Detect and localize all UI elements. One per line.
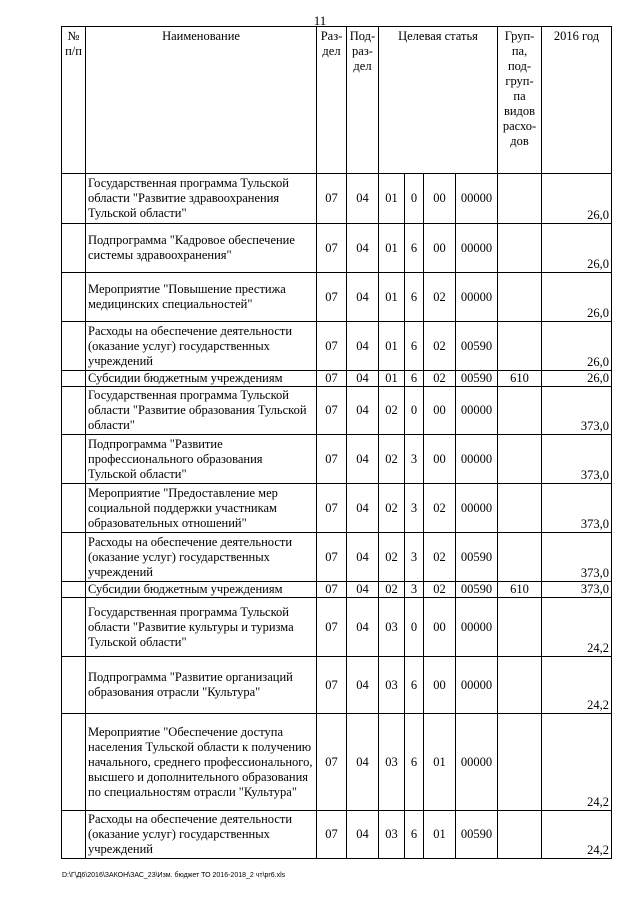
- row-group-cell: [498, 224, 542, 273]
- row-name-cell: Расходы на обеспечение деятельности (оказание услуг) государственных учреждений: [86, 811, 317, 859]
- row-target-2-cell: 6: [405, 322, 424, 371]
- row-num-cell: [62, 533, 86, 582]
- row-target-4-cell: 00000: [456, 224, 498, 273]
- row-value-cell: 26,0: [542, 174, 612, 224]
- header-name: Наименование: [86, 27, 317, 174]
- header-year: 2016 год: [542, 27, 612, 174]
- row-group-cell: [498, 484, 542, 533]
- row-target-1-cell: 02: [379, 533, 405, 582]
- row-target-1-cell: 01: [379, 174, 405, 224]
- row-target-4-cell: 00000: [456, 174, 498, 224]
- row-target-2-cell: 6: [405, 811, 424, 859]
- row-name-cell: Мероприятие "Предоставление мер социальной поддержки участникам образовательных отношений": [86, 484, 317, 533]
- row-group-cell: [498, 435, 542, 484]
- row-target-4-cell: 00590: [456, 371, 498, 387]
- row-razdel-cell: 07: [317, 322, 347, 371]
- row-target-4-cell: 00590: [456, 322, 498, 371]
- row-name-cell: Мероприятие "Повышение престижа медицинских специальностей": [86, 273, 317, 322]
- header-razdel: Раз-дел: [317, 27, 347, 174]
- row-target-4-cell: 00000: [456, 657, 498, 714]
- row-num-cell: [62, 322, 86, 371]
- row-group-cell: 610: [498, 371, 542, 387]
- row-name-cell: Государственная программа Тульской области "Развитие здравоохранения Тульской области": [86, 174, 317, 224]
- row-target-2-cell: 3: [405, 484, 424, 533]
- row-value-cell: 373,0: [542, 484, 612, 533]
- row-group-cell: [498, 714, 542, 811]
- row-target-1-cell: 03: [379, 657, 405, 714]
- row-target-3-cell: 00: [424, 435, 456, 484]
- table-row: [62, 224, 612, 273]
- row-target-3-cell: 01: [424, 714, 456, 811]
- row-razdel-cell: 07: [317, 174, 347, 224]
- row-name-cell: Мероприятие "Обеспечение доступа населения Тульской области к получению начального, среднего профессионального, высшего и дополнительного образования по специальностям отрасли "Культура": [86, 714, 317, 811]
- table-row: [62, 322, 612, 371]
- row-target-1-cell: 02: [379, 582, 405, 598]
- row-target-1-cell: 03: [379, 598, 405, 657]
- row-razdel-cell: 07: [317, 657, 347, 714]
- row-num-cell: [62, 714, 86, 811]
- row-value-cell: 26,0: [542, 273, 612, 322]
- row-target-2-cell: 6: [405, 657, 424, 714]
- row-podrazdel-cell: 04: [347, 224, 379, 273]
- row-value-cell: 373,0: [542, 435, 612, 484]
- row-podrazdel-cell: 04: [347, 811, 379, 859]
- row-target-1-cell: 02: [379, 387, 405, 435]
- row-target-3-cell: 00: [424, 598, 456, 657]
- table-row: [62, 657, 612, 714]
- file-path-footer: D:\Г\Д6\2016\ЗАКОН\ЗАС_23\Изм. бюджет ТО 2016-2018_2 чт\pr6.xls: [62, 872, 286, 879]
- row-podrazdel-cell: 04: [347, 387, 379, 435]
- row-podrazdel-cell: 04: [347, 484, 379, 533]
- row-name-cell: Государственная программа Тульской области "Развитие образования Тульской области": [86, 387, 317, 435]
- budget-table: [61, 26, 612, 859]
- row-target-1-cell: 01: [379, 371, 405, 387]
- row-razdel-cell: 07: [317, 598, 347, 657]
- row-target-3-cell: 02: [424, 533, 456, 582]
- row-num-cell: [62, 387, 86, 435]
- row-num-cell: [62, 371, 86, 387]
- row-razdel-cell: 07: [317, 387, 347, 435]
- row-target-3-cell: 00: [424, 657, 456, 714]
- row-target-4-cell: 00590: [456, 582, 498, 598]
- row-target-1-cell: 02: [379, 435, 405, 484]
- row-num-cell: [62, 273, 86, 322]
- row-podrazdel-cell: 04: [347, 435, 379, 484]
- row-num-cell: [62, 582, 86, 598]
- header-target: Целевая статья: [379, 27, 498, 174]
- row-name-cell: Государственная программа Тульской области "Развитие культуры и туризма Тульской области": [86, 598, 317, 657]
- row-podrazdel-cell: 04: [347, 714, 379, 811]
- table-row: [62, 582, 612, 598]
- row-num-cell: [62, 811, 86, 859]
- row-target-2-cell: 3: [405, 582, 424, 598]
- row-target-2-cell: 3: [405, 435, 424, 484]
- row-target-3-cell: 01: [424, 811, 456, 859]
- row-target-3-cell: 02: [424, 371, 456, 387]
- row-target-2-cell: 6: [405, 224, 424, 273]
- row-razdel-cell: 07: [317, 714, 347, 811]
- header-row: [62, 27, 612, 174]
- table-row: [62, 174, 612, 224]
- row-target-2-cell: 0: [405, 387, 424, 435]
- row-target-1-cell: 03: [379, 714, 405, 811]
- row-target-3-cell: 02: [424, 322, 456, 371]
- row-podrazdel-cell: 04: [347, 582, 379, 598]
- row-value-cell: 24,2: [542, 714, 612, 811]
- row-name-cell: Подпрограмма "Кадровое обеспечение системы здравоохранения": [86, 224, 317, 273]
- row-num-cell: [62, 224, 86, 273]
- row-value-cell: 24,2: [542, 598, 612, 657]
- row-target-3-cell: 02: [424, 582, 456, 598]
- row-razdel-cell: 07: [317, 224, 347, 273]
- row-target-1-cell: 01: [379, 322, 405, 371]
- row-name-cell: Подпрограмма "Развитие организаций образования отрасли "Культура": [86, 657, 317, 714]
- row-razdel-cell: 07: [317, 484, 347, 533]
- row-target-3-cell: 02: [424, 273, 456, 322]
- row-name-cell: Субсидии бюджетным учреждениям: [86, 582, 317, 598]
- row-razdel-cell: 07: [317, 582, 347, 598]
- row-value-cell: 373,0: [542, 387, 612, 435]
- row-target-4-cell: 00590: [456, 533, 498, 582]
- row-group-cell: [498, 533, 542, 582]
- row-name-cell: Подпрограмма "Развитие профессионального образования Тульской области": [86, 435, 317, 484]
- row-group-cell: [498, 174, 542, 224]
- row-target-2-cell: 0: [405, 174, 424, 224]
- row-podrazdel-cell: 04: [347, 598, 379, 657]
- row-podrazdel-cell: 04: [347, 174, 379, 224]
- row-target-2-cell: 6: [405, 273, 424, 322]
- header-podrazdel: Под-раз-дел: [347, 27, 379, 174]
- row-target-1-cell: 01: [379, 224, 405, 273]
- row-target-3-cell: 00: [424, 387, 456, 435]
- table-row: [62, 533, 612, 582]
- row-razdel-cell: 07: [317, 273, 347, 322]
- row-value-cell: 24,2: [542, 657, 612, 714]
- row-num-cell: [62, 657, 86, 714]
- row-num-cell: [62, 435, 86, 484]
- row-podrazdel-cell: 04: [347, 322, 379, 371]
- table-row: [62, 387, 612, 435]
- table-row: [62, 435, 612, 484]
- row-num-cell: [62, 484, 86, 533]
- row-group-cell: [498, 387, 542, 435]
- row-num-cell: [62, 174, 86, 224]
- row-podrazdel-cell: 04: [347, 371, 379, 387]
- row-group-cell: [498, 273, 542, 322]
- row-group-cell: [498, 322, 542, 371]
- row-target-3-cell: 00: [424, 224, 456, 273]
- row-value-cell: 26,0: [542, 224, 612, 273]
- row-name-cell: Субсидии бюджетным учреждениям: [86, 371, 317, 387]
- row-target-2-cell: 6: [405, 371, 424, 387]
- row-num-cell: [62, 598, 86, 657]
- row-value-cell: 373,0: [542, 582, 612, 598]
- row-target-4-cell: 00000: [456, 598, 498, 657]
- table-row: [62, 273, 612, 322]
- row-target-4-cell: 00000: [456, 714, 498, 811]
- row-group-cell: 610: [498, 582, 542, 598]
- header-group: Груп-па, под-груп-па видов расхо-дов: [498, 27, 542, 174]
- row-target-3-cell: 00: [424, 174, 456, 224]
- row-target-1-cell: 01: [379, 273, 405, 322]
- row-target-4-cell: 00000: [456, 435, 498, 484]
- table-row: [62, 714, 612, 811]
- row-podrazdel-cell: 04: [347, 533, 379, 582]
- table-row: [62, 484, 612, 533]
- row-podrazdel-cell: 04: [347, 273, 379, 322]
- row-target-4-cell: 00000: [456, 387, 498, 435]
- row-target-3-cell: 02: [424, 484, 456, 533]
- row-target-2-cell: 0: [405, 598, 424, 657]
- table-row: [62, 811, 612, 859]
- row-target-4-cell: 00000: [456, 484, 498, 533]
- row-target-4-cell: 00590: [456, 811, 498, 859]
- row-value-cell: 24,2: [542, 811, 612, 859]
- page-number: 11: [313, 13, 327, 28]
- row-target-4-cell: 00000: [456, 273, 498, 322]
- row-value-cell: 26,0: [542, 371, 612, 387]
- row-target-2-cell: 3: [405, 533, 424, 582]
- row-name-cell: Расходы на обеспечение деятельности (оказание услуг) государственных учреждений: [86, 533, 317, 582]
- table-row: [62, 598, 612, 657]
- row-value-cell: 373,0: [542, 533, 612, 582]
- row-razdel-cell: 07: [317, 811, 347, 859]
- row-target-1-cell: 03: [379, 811, 405, 859]
- row-razdel-cell: 07: [317, 533, 347, 582]
- row-value-cell: 26,0: [542, 322, 612, 371]
- row-podrazdel-cell: 04: [347, 657, 379, 714]
- row-target-2-cell: 6: [405, 714, 424, 811]
- table-row: [62, 371, 612, 387]
- row-razdel-cell: 07: [317, 371, 347, 387]
- row-razdel-cell: 07: [317, 435, 347, 484]
- row-target-1-cell: 02: [379, 484, 405, 533]
- row-name-cell: Расходы на обеспечение деятельности (оказание услуг) государственных учреждений: [86, 322, 317, 371]
- row-group-cell: [498, 657, 542, 714]
- row-group-cell: [498, 811, 542, 859]
- row-group-cell: [498, 598, 542, 657]
- header-num: № п/п: [62, 27, 86, 174]
